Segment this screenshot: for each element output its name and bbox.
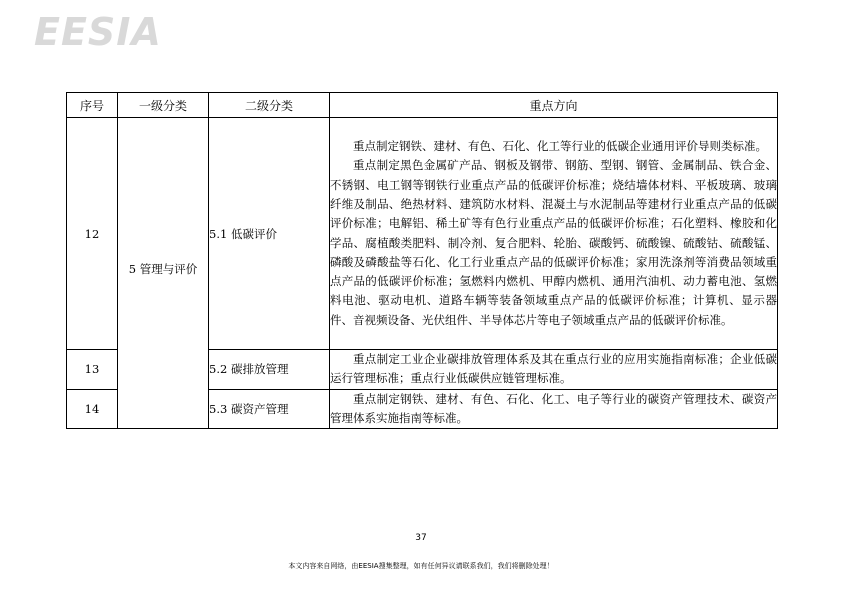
header-category2: 二级分类 — [209, 93, 330, 118]
direction-paragraph: 重点制定钢铁、建材、有色、石化、化工、电子等行业的碳资产管理技术、碳资产管理体系实施指南等标准。 — [330, 391, 777, 425]
table-row — [67, 118, 778, 350]
direction-cell — [330, 350, 778, 390]
category2-cell: 5.2 碳排放管理 — [209, 350, 330, 390]
eesia-watermark-logo: EESIA — [34, 10, 162, 54]
row-index: 14 — [67, 389, 118, 429]
direction-cell — [330, 389, 778, 429]
header-category1: 一级分类 — [118, 93, 209, 118]
row-index: 13 — [67, 350, 118, 390]
classification-table — [66, 92, 778, 429]
header-index: 序号 — [67, 93, 118, 118]
direction-paragraph: 重点制定黑色金属矿产品、钢板及钢带、钢筋、型钢、钢管、金属制品、铁合金、不锈钢、电工钢等钢铁行业重点产品的低碳评价标准；烧结墙体材料、平板玻璃、玻璃纤维及制品、绝热材料、建筑防水材料、混凝土与水泥制品等建材行业重点产品的低碳评价标准；电解铝、稀土矿等有色行业重点产品的低碳评价标准；石化塑料、橡胶和化学品、腐植酸类肥料、制冷剂、复合肥料、轮胎、碳酸钙、硫酸镍、硫酸钴、硫酸锰、磷酸及磷酸盐等石化、化工行业重点产品的低碳评价标准；家用洗涤剂等消费品领域重点产品的低碳评价标准；氢燃料内燃机、甲醇内燃机、通用汽油机、动力蓄电池、氢燃料电池、驱动电机、道路车辆等装备领域重点产品的低碳评价标准；计算机、显示器件、音视频设备、光伏组件、半导体芯片等电子领域重点产品的低碳评价标准。 — [330, 158, 777, 327]
direction-paragraph: 重点制定工业企业碳排放管理体系及其在重点行业的应用实施指南标准；企业低碳运行管理标准；重点行业低碳供应链管理标准。 — [330, 352, 777, 386]
category2-cell: 5.1 低碳评价 — [209, 118, 330, 350]
category1-cell: 5 管理与评价 — [118, 118, 209, 429]
row-index: 12 — [67, 118, 118, 350]
footer-notice: 本文内容来自网络，由EESIA搜集整理，如有任何异议请联系我们，我们将删除处理！ — [288, 562, 554, 570]
header-key-direction: 重点方向 — [330, 93, 778, 118]
page-number: 37 — [415, 533, 427, 543]
table-header-row — [67, 93, 778, 118]
direction-cell — [330, 118, 778, 350]
direction-paragraph: 重点制定钢铁、建材、有色、石化、化工等行业的低碳企业通用评价导则类标准。 — [353, 139, 767, 154]
category2-cell: 5.3 碳资产管理 — [209, 389, 330, 429]
